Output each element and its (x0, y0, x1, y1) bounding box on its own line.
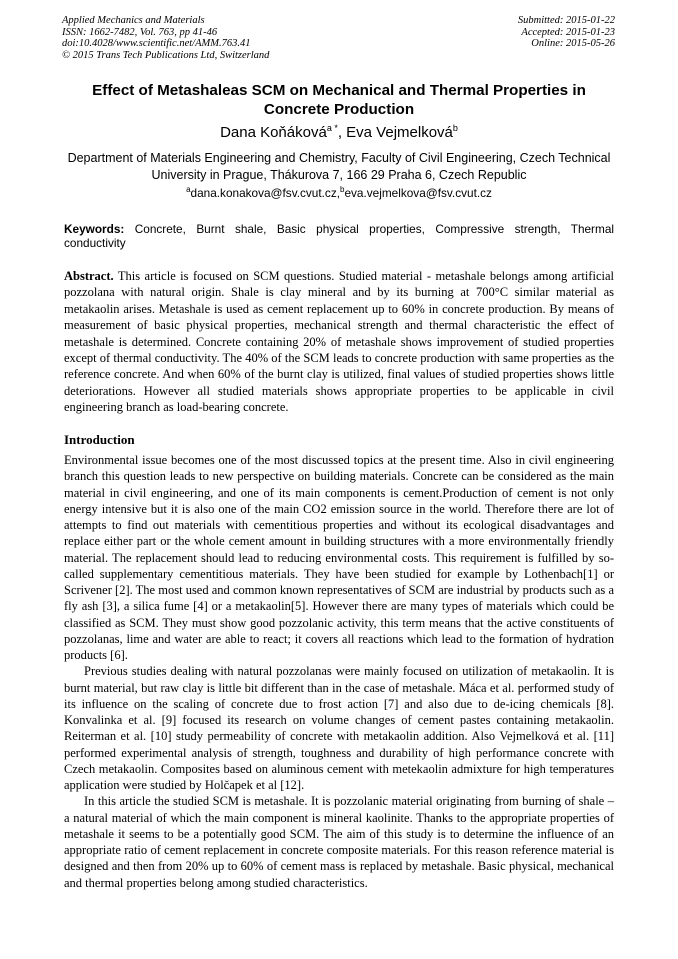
abstract-text: This article is focused on SCM questions. Studied material - metashale belongs among artificial pozzolana with natural origin. Shale is clay mineral and by its burning at 700°C similar material as metakaolin arises. Metashale is used as cement replacement up to 60% in concrete production. By means of measurement of basic physical properties, mechanical strength and thermal characteristic the effect of metashale is determined. Concrete containing 20% of metashale shows improvement of studied properties except of thermal conductivity. The 40% of the SCM leads to concrete production with same properties as the reference concrete. And when 60% of the burnt clay is utilized, final values of studied properties shows little deteriorations. However all studied materials shows appropriate properties to be applicable in civil engineering branch as load-bearing concrete. (64, 269, 614, 415)
author-2: Eva Vejmelková (346, 124, 453, 141)
author-1-affil: a * (326, 123, 338, 133)
abstract (64, 268, 614, 416)
issn: ISSN: 1662-7482, Vol. 763, pp 41-46 (62, 26, 218, 38)
affiliation: Department of Materials Engineering and Chemistry, Faculty of Civil Engineering, Czech Technical University in Prague, Thákurova 7, 166 29 Praha 6, Czech Republic (67, 151, 611, 182)
copyright: © 2015 Trans Tech Publications Ltd, Switzerland (62, 49, 270, 61)
doi: doi:10.4028/www.scientific.net/AMM.763.41 (62, 38, 251, 50)
keywords-text: Concrete, Burnt shale, Basic physical properties, Compressive strength, Thermal conductivity (64, 222, 614, 250)
intro-paragraph-1: Environmental issue becomes one of the most discussed topics at the present time. Also in civil engineering branch this question leads to new perspective on building materials. Concrete can be considered as the main material in civil engineering, and one of its main components is cement.Production of cement is not only energy intensive but it is also one of the main CO2 emission source in the world. Therefore there are lot of attempts to find out materials with cementitious properties and without its ecological disadvantages and replace either part or the whole cement amount in building structures with a more environmentally friendly material. The replacement should lead to reducing environmental costs. This requirement is fulfilled by so-called supplementary cementitious materials. They have been studied for example by Lothenbach[1] or Scrivener [2]. The most used and common known representatives of SCM are industrial by products such as a fly ash [3], a silica fume [4] or a metakaolin[5]. However there are many types of materials which could be classified as SCM. They must show good pozzolanic activity, this term means that the active constituents of pozzolanas, lime and water are able to react; it covers all reactions which lead to the formation of hydration products [6]. (64, 453, 614, 662)
keywords (64, 222, 614, 250)
author-emails (62, 186, 616, 200)
author-separator: , (337, 124, 347, 141)
online-date: Online: 2015-05-26 (531, 38, 615, 50)
introduction-body (64, 452, 614, 891)
abstract-label: Abstract. (64, 269, 114, 283)
intro-paragraph-2: Previous studies dealing with natural pozzolanas were mainly focused on utilization of metakaolin. It is burnt material, but raw clay is little bit different than in the case of metashale. Máca et al. performed study of its influence on the scaling of concrete due to frost action [7] and also due to de-icing chemicals [8]. Konvalinka et al. [9] focused its research on volume changes of cement pastes containing metakaolin. Reiterman et al. [10] study permeability of concrete with metakaolin addition. Also Vejmelková et al. [11] performed experimental analysis of strength, toughness and durability of high performance concrete with Czech metakaolin. Composites based on aluminous cement with metekaolin admixture for high temperatures application were studied by Holčapek et al [12]. (64, 664, 614, 792)
authors (62, 124, 616, 142)
section-heading-introduction: Introduction (64, 432, 135, 447)
email-a: dana.konakova@fsv.cvut.cz, (190, 186, 340, 200)
email-b-marker: b (340, 185, 345, 194)
submitted-date: Submitted: 2015-01-22 (517, 15, 615, 26)
email-b: eva.vejmelkova@fsv.cvut.cz (344, 186, 492, 200)
keywords-label: Keywords: (64, 222, 125, 236)
dates-header (518, 15, 615, 50)
journal-name: Applied Mechanics and Materials (62, 15, 205, 26)
author-1: Dana Koňáková (220, 124, 327, 141)
accepted-date: Accepted: 2015-01-23 (521, 26, 615, 38)
journal-header (62, 15, 269, 61)
email-a-marker: a (186, 185, 191, 194)
paper-title: Effect of Metashaleas SCM on Mechanical and Thermal Properties in Concrete Production (92, 82, 586, 118)
author-2-affil: b (452, 123, 458, 133)
intro-paragraph-3: In this article the studied SCM is metashale. It is pozzolanic material originating from burning of shale – a natural material of which the main component is mineral kaolinite. Thanks to the appropriate properties of metashale it seems to be a potentially good SCM. The aim of this study is to determine the influence of an appropriate ratio of cement replacement in concrete composite materials. For this reason reference material is designed and then from 20% up to 60% of cement mass is replaced by metashale. Basic physical, mechanical and thermal properties belong among studied characteristics. (64, 794, 614, 890)
